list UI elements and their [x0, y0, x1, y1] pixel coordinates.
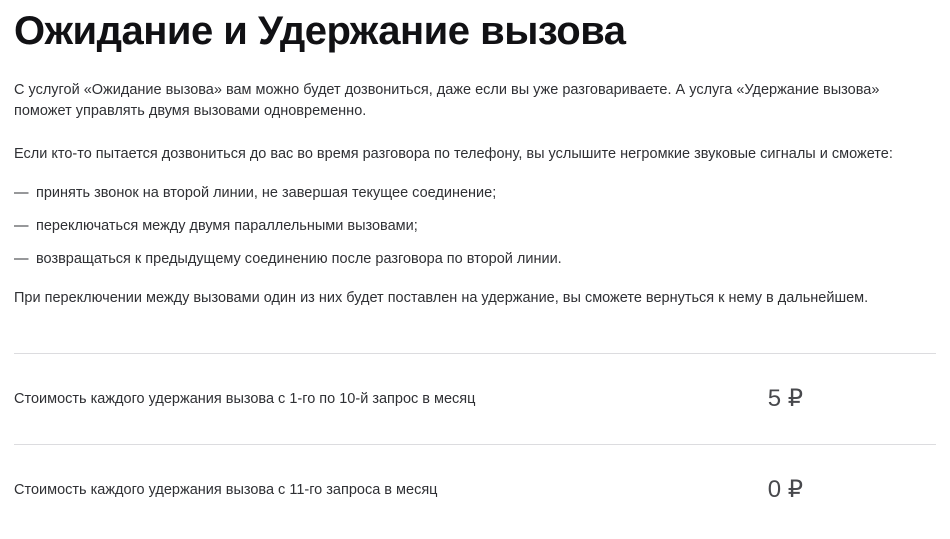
dash-icon: —: [14, 185, 29, 201]
table-row: [14, 445, 936, 535]
intro-paragraph: С услугой «Ожидание вызова» вам можно будет дозвониться, даже если вы уже разговариваете. А услуга «Удержание вызова» поможет управлять двумя вызовами одновременно.: [14, 82, 880, 119]
list-item: [14, 216, 936, 237]
list-item-label: принять звонок на второй линии, не завершая текущее соединение;: [36, 185, 497, 201]
page-title: Ожидание и Удержание вызова: [14, 9, 626, 53]
dash-icon: —: [14, 251, 29, 267]
list-item-label: возвращаться к предыдущему соединению после разговора по второй линии.: [36, 251, 562, 267]
price-label: Стоимость каждого удержания вызова с 11-го запроса в месяц: [14, 481, 438, 498]
price-value: 0 ₽: [767, 476, 803, 503]
dash-icon: —: [14, 218, 29, 234]
list-item: [14, 183, 936, 204]
list-item-label: переключаться между двумя параллельными вызовами;: [36, 218, 418, 234]
feature-list: [14, 183, 936, 270]
price-value: 5 ₽: [767, 385, 803, 412]
closing-paragraph: При переключении между вызовами один из них будет поставлен на удержание, вы сможете вернуться к нему в дальнейшем.: [14, 290, 869, 306]
list-item: [14, 249, 936, 270]
price-label: Стоимость каждого удержания вызова с 1-го по 10-й запрос в месяц: [14, 390, 476, 407]
table-row: [14, 354, 936, 444]
body-paragraph: Если кто-то пытается дозвониться до вас во время разговора по телефону, вы услышите негромкие звуковые сигналы и сможете:: [14, 146, 893, 162]
price-table: [14, 353, 936, 535]
